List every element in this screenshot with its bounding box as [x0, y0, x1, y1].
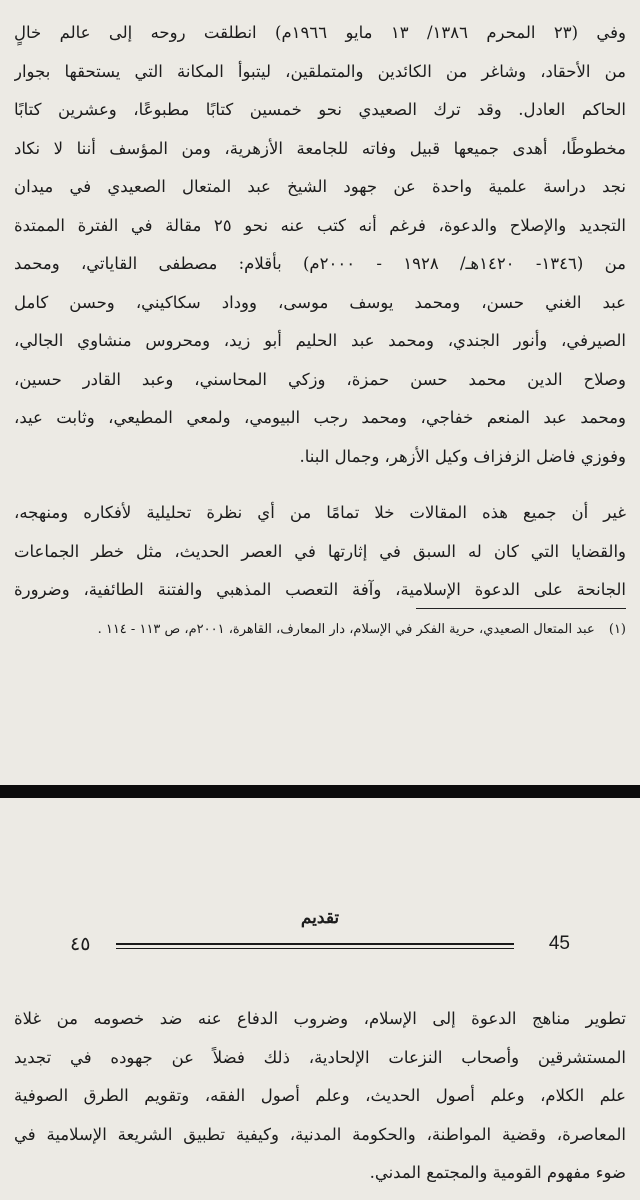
text-line: وصلاح الدين محمد حسن حمزة، وزكي المحاسني، وعبد القادر حسين، — [14, 369, 626, 389]
text-line: وفوزي فاضل الزفزاف وكيل الأزهر، وجمال البنا. — [299, 446, 626, 466]
text-line: ضوء مفهوم القومية والمجتمع المدني. — [369, 1163, 626, 1182]
footnote-marker: (١) — [608, 622, 626, 637]
text-line: الحاكم العادل. وقد ترك الصعيدي نحو خمسين كتابًا مطبوعًا، وعشرين كتابًا — [14, 100, 626, 119]
paragraph-2 — [14, 494, 626, 610]
text-line: من (١٣٤٦- ١٤٢٠هـ/ ١٩٢٨ - ٢٠٠٠م) بأقلام: مصطفى القاياتي، ومحمد — [14, 254, 626, 273]
text-line: عبد الغني حسن، ومحمد يوسف موسى، ووداد سكاكيني، وحسن كامل — [14, 292, 626, 312]
text-line: الجانحة على الدعوة الإسلامية، وآفة التعصب المذهبي والفتنة الطائفية، وضرورة — [14, 580, 626, 599]
footnote-text: عبد المتعال الصعيدي، حرية الفكر في الإسلام، دار المعارف، القاهرة، ٢٠٠١م، ص ١١٣ - ١١٤ . — [97, 622, 595, 637]
text-line: التجديد والإصلاح والدعوة، فرغم أنه كتب عنه نحو ٢٥ مقالة في الفترة الممتدة — [14, 215, 626, 235]
text-line: وفي (٢٣ المحرم ١٣٨٦/ ١٣ مايو ١٩٦٦م) انطلقت روحه إلى عالم خالٍ — [14, 23, 626, 42]
page-separator — [0, 785, 640, 798]
page-number-latin: 45 — [548, 933, 570, 954]
footnote — [97, 620, 626, 640]
text-line: الصيرفي، وأنور الجندي، ومحمد عبد الحليم أبو زيد، ومحروس منشاوي الجالي، — [14, 331, 626, 350]
chapter-title: تقديم — [300, 908, 340, 928]
text-line: نجد دراسة علمية واحدة عن جهود الشيخ عبد المتعال الصعيدي في ميدان — [14, 177, 626, 196]
text-line: والقضايا التي كان له السبق في إثارتها في العصر الحديث، مثل خطر الجماعات — [14, 541, 626, 561]
header-rule — [116, 943, 514, 949]
text-line: المعاصرة، وقضية المواطنة، والحكومة المدنية، وكيفية تطبيق الشريعة الإسلامية في — [14, 1124, 626, 1144]
text-line: تطوير مناهج الدعوة إلى الإسلام، وضروب الدفاع عنه ضد خصومه من غلاة — [14, 1009, 626, 1028]
page-header — [60, 905, 580, 965]
text-line: علم الكلام، وعلم أصول الحديث، وعلم أصول الفقه، وتقويم الطرق الصوفية — [14, 1086, 626, 1105]
text-line: غير أن جميع هذه المقالات خلا تمامًا من أي نظرة تحليلية لأفكاره ومنهجه، — [14, 503, 626, 522]
text-line: المستشرقين وأصحاب النزعات الإلحادية، ذلك فضلاً عن جهوده في تجديد — [14, 1047, 626, 1067]
paragraph-1 — [14, 14, 626, 476]
page-number-arabic: ٤٥ — [70, 933, 91, 955]
text-line: مخطوطًا، أهدى جميعها قبيل وفاته للجامعة الأزهرية، ومن المؤسف أننا لا نكاد — [14, 138, 626, 158]
text-line: من الأحقاد، وشاغر من الكائدين والمتملقين، ليتبوأ المكانة التي يستحقها بجوار — [14, 61, 626, 81]
footnote-divider — [416, 608, 626, 609]
text-line: ومحمد عبد المنعم خفاجي، ومحمد رجب البيومي، ولمعي المطيعي، وثابت عيد، — [14, 408, 626, 427]
paragraph-3 — [14, 1000, 626, 1193]
